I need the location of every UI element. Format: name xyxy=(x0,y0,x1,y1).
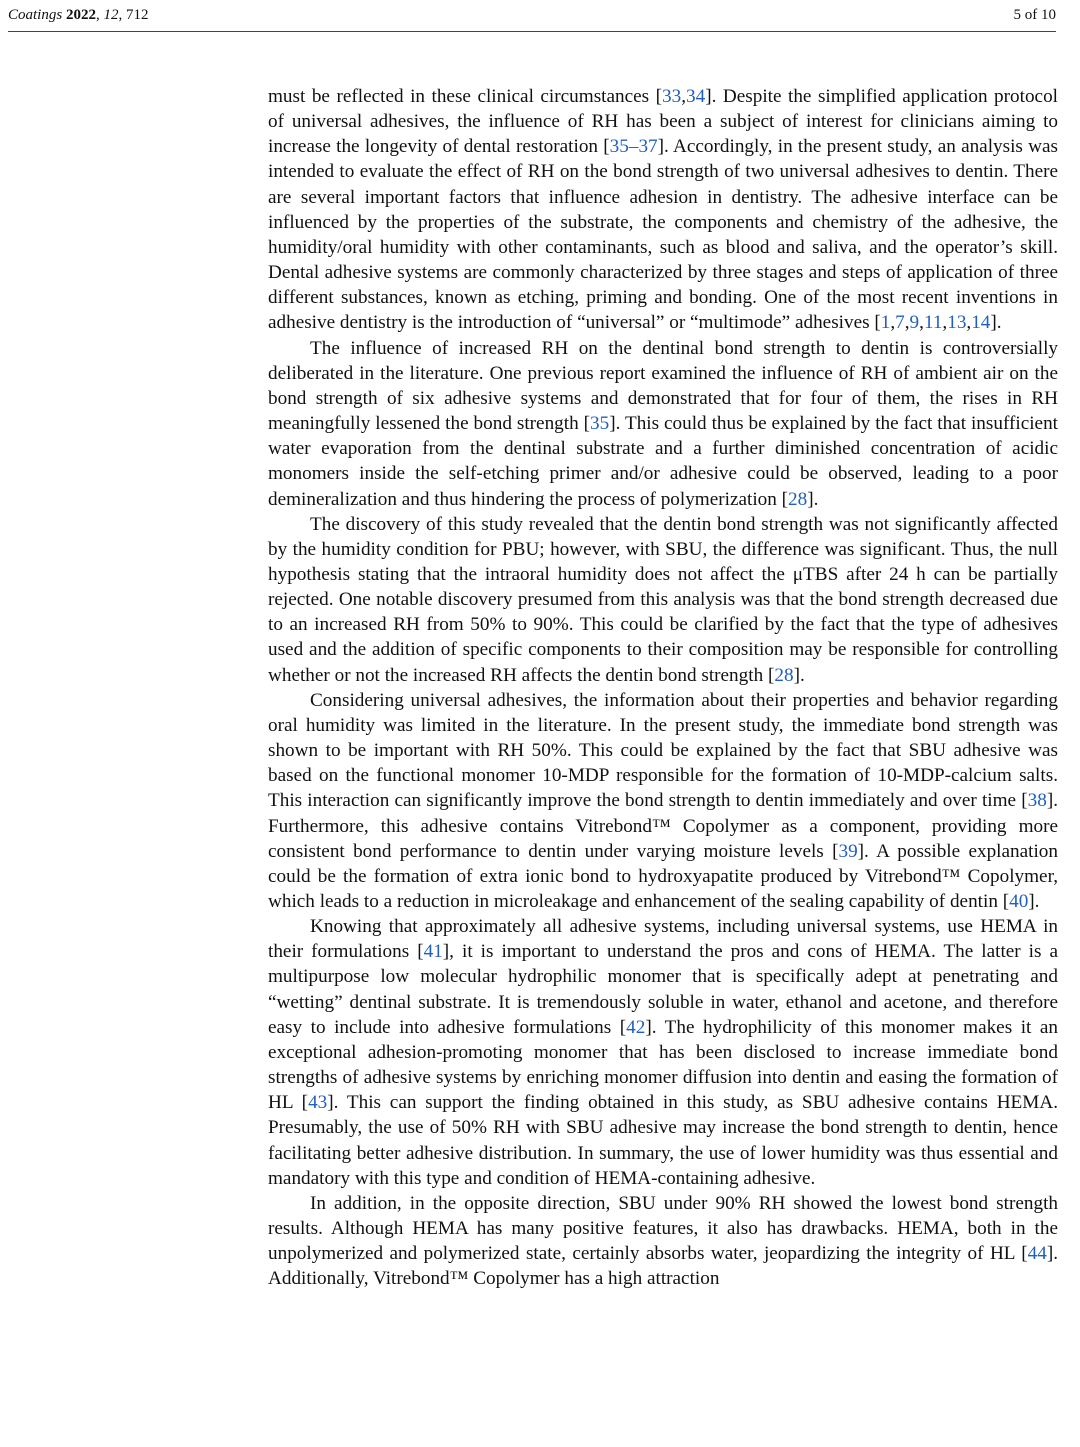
paragraph-text: must be reflected in these clinical circumstances [ xyxy=(268,86,663,107)
paragraph-text: ]. The hydrophilicity of this monomer makes it an exceptional adhesion-promoting monomer that has been disclosed to increase immediate bond strengths of adhesive systems by enriching monomer diffusion into dentin and easing the formation of HL [ xyxy=(268,1016,1058,1114)
journal-name: Coatings xyxy=(8,7,63,23)
paragraph-6 xyxy=(268,1191,1058,1292)
article-number: 712 xyxy=(125,7,149,23)
paragraph-text: ]. This can support the finding obtained in this study, as SBU adhesive contains HEMA. Presumably, the use of 50% RH with SBU adhesive may increase the bond strength to dentin, hence facilitating better adhesive distribution. In summary, the use of lower humidity was thus essential and mandatory with this type and condition of HEMA-containing adhesive. xyxy=(268,1092,1058,1189)
article-body xyxy=(268,84,1058,1292)
paragraph-text: Considering universal adhesives, the information about their properties and behavior regarding oral humidity was limited in the literature. In the present study, the immediate bond strength was shown to be important with RH 50%. This could be explained by the fact that SBU adhesive was based on the functional monomer 10-MDP responsible for the formation of 10-MDP-calcium salts. This interaction can significantly improve the bond strength to dentin immediately and over time [ xyxy=(268,689,1058,812)
paragraph-text: ], it is important to understand the pros and cons of HEMA. The latter is a multipurpose low molecular hydrophilic monomer that is specifically adept at penetrating and “wetting” dentinal substrate. It is tremendously soluble in water, ethanol and acetone, and therefore easy to include into adhesive formulations [ xyxy=(268,941,1058,1038)
citation-link[interactable]: 44 xyxy=(1027,1243,1047,1265)
citation-link[interactable]: 39 xyxy=(838,840,858,862)
paragraph-text: Knowing that approximately all adhesive systems, including universal systems, use HEMA in their formulations [ xyxy=(268,916,1058,963)
page-number: 5 of 10 xyxy=(1013,7,1056,23)
paragraph-text: ]. xyxy=(807,488,819,510)
paragraph-text: , xyxy=(966,312,972,334)
paragraph-text: ]. xyxy=(793,664,805,686)
paragraph-text: ]. This could thus be explained by the fact that insufficient water evaporation from the dentinal substrate and a further diminished concentration of acidic monomers inside the self-etching primer and/or adhesive could be observed, leading to a poor demineralization and thus hindering the process of polymerization [ xyxy=(268,413,1058,510)
citation-link[interactable]: 38 xyxy=(1027,790,1047,812)
citation-link[interactable]: 13 xyxy=(947,312,967,334)
paragraph-text: ]. Furthermore, this adhesive contains Vitrebond™ Copolymer as a component, providing more consistent bond performance to dentin under varying moisture levels [ xyxy=(268,790,1058,862)
paragraph-5 xyxy=(268,914,1058,1191)
paragraph-text: ]. xyxy=(990,312,1002,334)
paragraph-1 xyxy=(268,84,1058,336)
citation-link[interactable]: 33 xyxy=(662,86,682,107)
citation-link[interactable]: 35 xyxy=(590,413,610,435)
paragraph-text: ]. xyxy=(1028,891,1040,912)
citation-link[interactable]: 28 xyxy=(788,488,808,510)
citation-link[interactable]: 41 xyxy=(423,941,443,963)
header-rule xyxy=(8,31,1056,32)
paragraph-text: ]. Additionally, Vitrebond™ Copolymer has a high attraction xyxy=(268,1243,1058,1290)
paragraph-text: , xyxy=(681,86,686,107)
citation-link[interactable]: 11 xyxy=(923,312,943,334)
paragraph-text: , xyxy=(942,312,948,334)
paragraph-3 xyxy=(268,512,1058,688)
citation-link[interactable]: 42 xyxy=(626,1016,646,1038)
paragraph-2 xyxy=(268,336,1058,512)
paragraph-text: , xyxy=(890,312,896,334)
paragraph-text: , xyxy=(919,312,924,334)
citation-link[interactable]: 9 xyxy=(909,312,920,334)
paragraph-text: The discovery of this study revealed that the dentin bond strength was not significantly affected by the humidity condition for PBU; however, with SBU, the difference was significant. Thus, the null hypothesis stating that the intraoral humidity does not affect the μTBS after 24 h can be partially rejected. One notable discovery presumed from this analysis was that the bond strength decreased due to an increased RH from 50% to 90%. This could be clarified by the fact that the type of adhesives used and the addition of specific components to their composition may be responsible for controlling whether or not the increased RH affects the dentin bond strength [ xyxy=(268,513,1058,686)
citation-link[interactable]: 40 xyxy=(1009,891,1029,912)
citation-link[interactable]: 43 xyxy=(308,1092,328,1114)
running-header xyxy=(8,2,1056,30)
citation-link[interactable]: 14 xyxy=(971,312,991,334)
citation-link[interactable]: 7 xyxy=(895,312,905,334)
citation-link[interactable]: 28 xyxy=(774,664,794,686)
paragraph-text: , xyxy=(904,312,910,334)
paragraph-text: ]. Accordingly, in the present study, an analysis was intended to evaluate the effect of RH on the bond strength of two universal adhesives to dentin. There are several important factors that influence adhesion in dentistry. The adhesive interface can be influenced by the properties of the substrate, the components and chemistry of the adhesive, the humidity/oral humidity with other contaminants, such as blood and saliva, and the operator’s skill. Dental adhesive systems are commonly characterized by three stages and steps of application of three different substances, known as etching, priming and bonding. One of the most recent inventions in adhesive dentistry is the introduction of “universal” or “multimode” adhesives [ xyxy=(268,136,1058,334)
citation-link[interactable]: 35–37 xyxy=(609,136,658,158)
citation-link[interactable]: 34 xyxy=(686,86,706,107)
paragraph-text: The influence of increased RH on the dentinal bond strength to dentin is controversially deliberated in the literature. One previous report examined the influence of RH of ambient air on the bond strength of six adhesive systems and demonstrated that for four of them, the rises in RH meaningfully lessened the bond strength [ xyxy=(268,337,1058,435)
journal-citation: Coatings 2022, 12, 712 xyxy=(8,7,149,23)
paragraph-text: ]. Despite the simplified application protocol of universal adhesives, the influence of RH has been a subject of interest for clinicians aiming to increase the longevity of dental restoration [ xyxy=(268,86,1058,158)
journal-volume: 12 xyxy=(103,7,119,23)
paragraph-4 xyxy=(268,688,1058,914)
journal-year: 2022 xyxy=(65,7,96,23)
paragraph-text: In addition, in the opposite direction, SBU under 90% RH showed the lowest bond strength results. Although HEMA has many positive features, it also has drawbacks. HEMA, both in the unpolymerized and polymerized state, certainly absorbs water, jeopardizing the integrity of HL [ xyxy=(268,1192,1058,1265)
paragraph-text: ]. A possible explanation could be the formation of extra ionic bond to hydroxyapatite produced by Vitrebond™ Copolymer, which leads to a reduction in microleakage and enhancement of the sealing capability of dentin [ xyxy=(268,840,1058,912)
citation-link[interactable]: 1 xyxy=(880,312,891,334)
